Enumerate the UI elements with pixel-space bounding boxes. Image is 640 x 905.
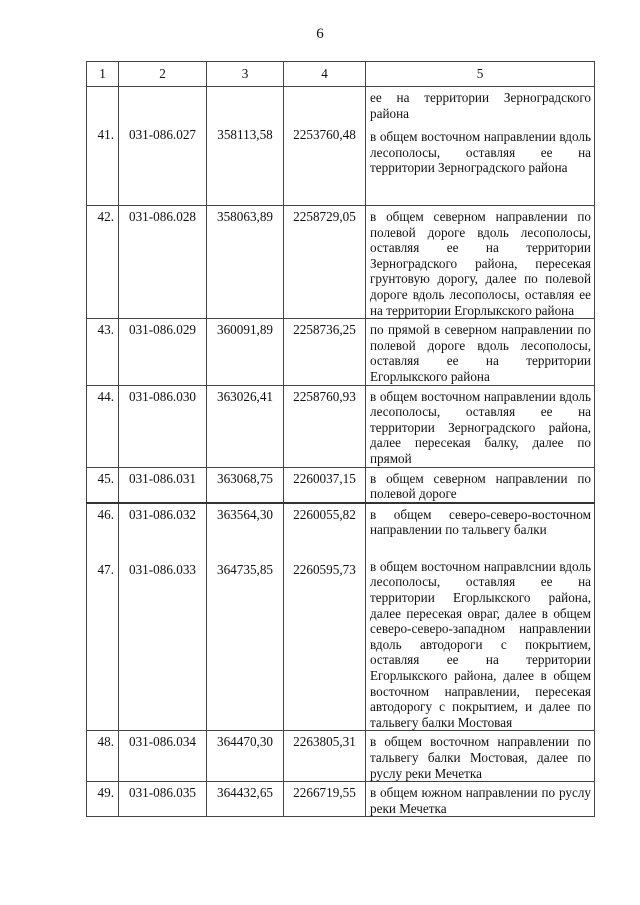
table-row bbox=[87, 206, 595, 319]
spacer bbox=[370, 538, 591, 559]
coord-y: 2258736,25 bbox=[284, 319, 366, 385]
row-number: 48. bbox=[87, 731, 119, 782]
coord-x: 363026,41 bbox=[207, 385, 284, 467]
header-cell: 5 bbox=[366, 62, 595, 87]
table-row bbox=[87, 87, 595, 206]
coord-x: 364432,65 bbox=[207, 782, 284, 817]
description-text: в общем восточном направлении вдоль лесополосы, оставляя ее на территории Зерноградского района bbox=[370, 129, 591, 176]
coord-x: 363068,75 bbox=[207, 467, 284, 503]
page-number: 6 bbox=[316, 26, 324, 42]
table-row bbox=[87, 731, 595, 782]
description-text: в общем восточном направлении вдоль лесополосы, оставляя ее на территории Зерноградского района, далее пересекая балку, далее по прямой bbox=[366, 385, 595, 467]
coord-x: 358063,89 bbox=[207, 206, 284, 319]
boundary-table bbox=[86, 61, 595, 817]
description-text: в общем северном направлении по полевой дороге bbox=[366, 467, 595, 503]
coord-x: 358113,58 bbox=[207, 87, 284, 206]
point-code: 031-086.031 bbox=[119, 467, 207, 503]
coord-y: 2258760,93 bbox=[284, 385, 366, 467]
coord-y: 2253760,48 bbox=[284, 87, 366, 206]
header-cell: 3 bbox=[207, 62, 284, 87]
point-code: 031-086.032 bbox=[128, 506, 197, 522]
coord-x: 360091,89 bbox=[207, 319, 284, 385]
description-text: в общем южном направлении по руслу реки Мечетка bbox=[366, 782, 595, 817]
row-number-block bbox=[87, 503, 119, 731]
table-row bbox=[87, 385, 595, 467]
spacer bbox=[87, 522, 114, 562]
row-number: 45. bbox=[87, 467, 119, 503]
spacer bbox=[119, 522, 206, 562]
table-row bbox=[87, 319, 595, 385]
coord-x: 363564,30 bbox=[216, 506, 274, 522]
coord-x: 364735,85 bbox=[216, 562, 274, 578]
description-text: в общем восточном направлснии вдоль лесополосы, оставляя ее на территории Егорлыкского района, далее пересекая овраг, далее в общем северо-северо-западном направлении вдоль автодороги с покрытием, оставляя ее на территории Егорлыкского района, далее в общем восточном направлении, пересекая автодорогу с покрытием, и далее по тальвегу балки Мостовая bbox=[370, 558, 591, 730]
coord-x-block bbox=[207, 503, 284, 731]
coord-y: 2258729,05 bbox=[284, 206, 366, 319]
description-cell bbox=[366, 87, 595, 206]
spacer bbox=[207, 522, 283, 562]
coord-y: 2263805,31 bbox=[284, 731, 366, 782]
description-block bbox=[366, 503, 595, 731]
table-row bbox=[87, 503, 595, 731]
header-cell: 2 bbox=[119, 62, 207, 87]
point-code: 031-086.027 bbox=[119, 87, 207, 206]
point-code: 031-086.034 bbox=[119, 731, 207, 782]
row-number: 47. bbox=[97, 562, 114, 578]
header-cell: 4 bbox=[284, 62, 366, 87]
point-code-block bbox=[119, 503, 207, 731]
coord-y: 2260037,15 bbox=[284, 467, 366, 503]
point-code: 031-086.030 bbox=[119, 385, 207, 467]
point-code: 031-086.029 bbox=[119, 319, 207, 385]
table-row bbox=[87, 782, 595, 817]
point-code: 031-086.028 bbox=[119, 206, 207, 319]
coord-y: 2260055,82 bbox=[293, 506, 356, 522]
coord-x: 364470,30 bbox=[207, 731, 284, 782]
row-number: 43. bbox=[87, 319, 119, 385]
description-text: по прямой в северном направлении по полевой дороге вдоль лесополосы, оставляя ее на территории Егорлыкского района bbox=[366, 319, 595, 385]
description-text: в общем восточном направлении по тальвегу балки Мостовая, далее по руслу реки Мечетка bbox=[366, 731, 595, 782]
header-cell: 1 bbox=[87, 62, 119, 87]
row-number: 49. bbox=[87, 782, 119, 817]
row-number: 46. bbox=[97, 506, 114, 522]
coord-y: 2260595,73 bbox=[293, 562, 356, 578]
description-text: в общем северо-северо-восточном направлении по тальвегу балки bbox=[370, 506, 591, 538]
point-code: 031-086.035 bbox=[119, 782, 207, 817]
spacer bbox=[284, 522, 365, 562]
point-code: 031-086.033 bbox=[128, 562, 197, 578]
coord-y-block bbox=[284, 503, 366, 731]
row-number: 42. bbox=[87, 206, 119, 319]
continuation-text: ее на территории Зерноградского района bbox=[370, 90, 591, 121]
coord-y: 2266719,55 bbox=[284, 782, 366, 817]
row-number: 44. bbox=[87, 385, 119, 467]
table-row bbox=[87, 467, 595, 503]
table-header-row bbox=[87, 62, 595, 87]
row-number: 41. bbox=[87, 87, 119, 206]
description-text: в общем северном направлении по полевой дороге вдоль лесополосы, оставляя ее на территории Зерноградского района, пересекая грунтовую дорогу, далее по полевой дороге вдоль лесополосы, оставляя ее на территории Егорлыкского района bbox=[366, 206, 595, 319]
